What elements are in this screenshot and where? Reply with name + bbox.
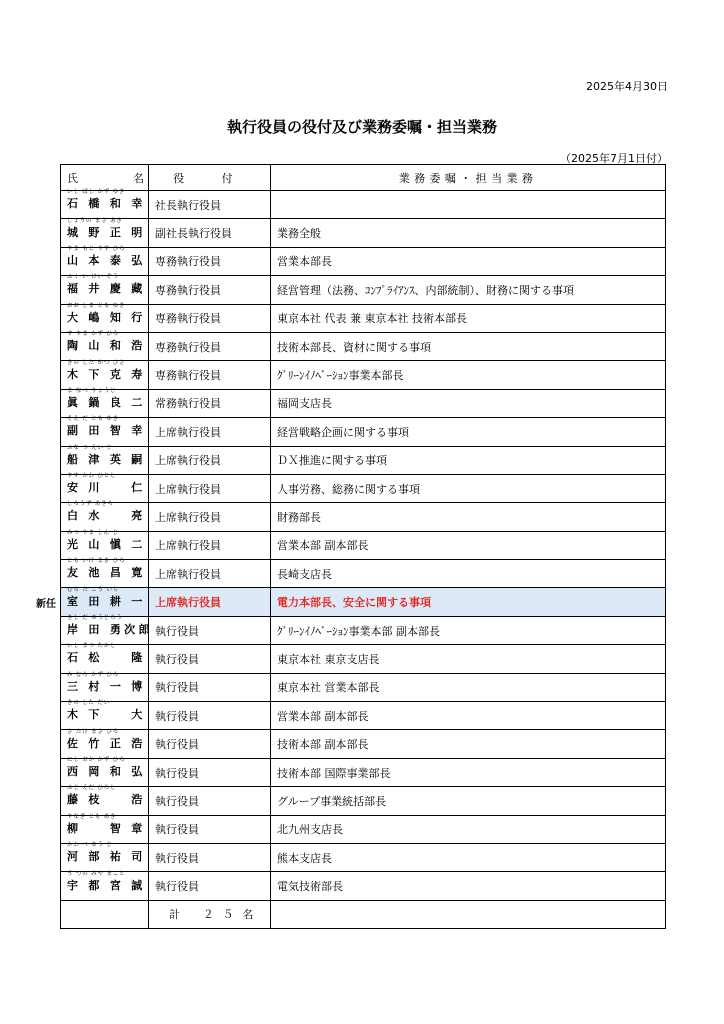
furigana: やなぎ とも あき (67, 813, 117, 820)
total-row (61, 900, 666, 928)
officer-duty: 長崎支店長 (271, 560, 666, 588)
officer-duty: 経営戦略企画に関する事項 (271, 418, 666, 446)
name-with-furigana (67, 643, 146, 665)
name-with-furigana (67, 189, 146, 211)
total-empty-cell (271, 900, 666, 928)
officer-name: 藤 枝 浩 (67, 793, 146, 807)
table-row (61, 560, 666, 588)
officer-duty: 経営管理（法務、ｺﾝﾌﾟﾗｲｱﾝｽ、内部統制）、財務に関する事項 (271, 276, 666, 304)
name-with-furigana (67, 444, 146, 467)
total-cell (149, 900, 271, 928)
officer-name: 石 橋 和 幸 (67, 197, 146, 211)
officer-name-cell (61, 872, 149, 900)
furigana: す やま かず ひろ (67, 331, 119, 338)
name-with-furigana (67, 586, 146, 609)
officer-name: 大 嶋 知 行 (67, 310, 146, 324)
table-row (61, 389, 666, 417)
table-row (61, 446, 666, 474)
table-row (61, 304, 666, 332)
officer-name-cell (61, 219, 149, 247)
officer-name: 岸 田 勇次郎 (67, 623, 153, 637)
officer-duty: 福岡支店長 (271, 389, 666, 417)
name-with-furigana (67, 359, 146, 382)
officer-duty: 東京本社 東京支店長 (271, 645, 666, 673)
new-appointment-tag: 新任 (36, 599, 56, 611)
furigana: う つの みや まこと (67, 870, 126, 877)
name-with-furigana (67, 501, 146, 523)
furigana: しろうず あきら (67, 501, 114, 508)
header-role: 役 付 (149, 165, 271, 191)
officer-role: 執行役員 (149, 730, 271, 758)
officer-name-cell (61, 758, 149, 786)
name-with-furigana (67, 245, 146, 268)
officer-duty (271, 191, 666, 219)
officer-role: 執行役員 (149, 843, 271, 871)
officer-role: 執行役員 (149, 872, 271, 900)
furigana: にし おか かず ひろ (67, 757, 126, 763)
table-row (61, 616, 666, 644)
furigana: いし ばし かず ゆき (67, 189, 126, 196)
officer-role: 上席執行役員 (149, 531, 271, 559)
officer-name: 柳 智 章 (67, 821, 146, 835)
name-with-furigana (67, 813, 146, 836)
officer-name-cell (61, 645, 149, 673)
furigana: み むら かず ひろ (67, 671, 119, 678)
officer-role: 専務執行役員 (149, 332, 271, 360)
name-with-furigana (67, 529, 146, 552)
furigana: さ たけ まさ ひろ (67, 728, 119, 735)
name-with-furigana (67, 558, 146, 580)
officer-name: 石 松 隆 (67, 651, 146, 665)
officer-name-cell (61, 843, 149, 871)
officer-duty: グループ事業統括部長 (271, 787, 666, 815)
officer-role: 執行役員 (149, 616, 271, 644)
officer-name-cell (61, 588, 149, 616)
officer-role: 執行役員 (149, 645, 271, 673)
officer-duty: 財務部長 (271, 503, 666, 531)
table-row (61, 332, 666, 360)
table-header-row (61, 165, 666, 191)
table-row (61, 191, 666, 219)
furigana: きの した かつ ひさ (67, 359, 126, 366)
officer-name: 光 山 愼 二 (67, 537, 146, 551)
officer-duty: 技術本部 副本部長 (271, 730, 666, 758)
officer-role: 専務執行役員 (149, 361, 271, 389)
officer-name: 城 野 正 明 (67, 225, 146, 239)
officer-role: 上席執行役員 (149, 588, 271, 616)
officer-name-cell (61, 389, 149, 417)
officer-table (60, 164, 666, 929)
officer-role: 専務執行役員 (149, 304, 271, 332)
officer-role: 専務執行役員 (149, 247, 271, 275)
officer-name: 木 下 大 (67, 708, 146, 722)
officer-name: 三 村 一 博 (67, 679, 146, 693)
document-title: 執行役員の役付及び業務委嘱・担当業務 (226, 118, 497, 136)
furigana: じょうの まさ あき (67, 217, 123, 224)
officer-name: 木 下 克 寿 (67, 367, 146, 381)
furigana: きし だ ゆうじろう (67, 615, 123, 622)
officer-duty: ＤＸ推進に関する事項 (271, 446, 666, 474)
officer-role: 上席執行役員 (149, 474, 271, 502)
name-with-furigana (67, 785, 146, 807)
name-with-furigana (67, 387, 146, 410)
officer-duty: 業務全般 (271, 219, 666, 247)
furigana: むろ た こう いち (67, 586, 119, 593)
officer-duty: 電力本部長、安全に関する事項 (271, 588, 666, 616)
officer-duty: ｸﾞﾘｰﾝｲﾉﾍﾞｰｼｮﾝ事業本部長 (271, 361, 666, 389)
name-with-furigana (67, 842, 146, 864)
furigana: ふく い けい ぞう (67, 274, 119, 281)
officer-duty: ｸﾞﾘｰﾝｲﾉﾍﾞｰｼｮﾝ事業本部 副本部長 (271, 616, 666, 644)
officer-role: 上席執行役員 (149, 418, 271, 446)
officer-role: 上席執行役員 (149, 446, 271, 474)
table-row (61, 645, 666, 673)
table-row (61, 588, 666, 616)
name-with-furigana (67, 615, 153, 637)
officer-name-cell (61, 531, 149, 559)
officer-role: 副社長執行役員 (149, 219, 271, 247)
officer-name: 副 田 智 幸 (67, 424, 146, 438)
table-row (61, 276, 666, 304)
officer-role: 執行役員 (149, 815, 271, 843)
officer-name-cell (61, 702, 149, 730)
officer-name: 安 川 仁 (67, 481, 146, 495)
officer-name: 福 井 慶 藏 (67, 282, 146, 296)
officer-name: 白 水 亮 (67, 509, 146, 523)
officer-duty: 営業本部 副本部長 (271, 702, 666, 730)
officer-role: 執行役員 (149, 702, 271, 730)
total-count: ２５名 (202, 908, 263, 922)
officer-name-cell (61, 276, 149, 304)
officer-name: 宇 都 宮 誠 (67, 878, 146, 892)
officer-name-cell (61, 304, 149, 332)
officer-duty: 東京本社 代表 兼 東京本社 技術本部長 (271, 304, 666, 332)
officer-duty: 営業本部 副本部長 (271, 531, 666, 559)
table-row (61, 418, 666, 446)
officer-role: 専務執行役員 (149, 276, 271, 304)
table-row (61, 872, 666, 900)
name-with-furigana (67, 302, 146, 325)
furigana: ふじ えだ ひろし (67, 785, 117, 792)
officer-name-cell (61, 673, 149, 701)
name-with-furigana (67, 757, 146, 779)
table-row (61, 673, 666, 701)
table-row (61, 503, 666, 531)
officer-name-cell (61, 730, 149, 758)
furigana: そえ だ とも ゆき (67, 416, 119, 423)
officer-name: 船 津 英 嗣 (67, 452, 146, 466)
officer-name: 佐 竹 正 浩 (67, 736, 146, 750)
name-with-furigana (67, 728, 146, 751)
officer-name-cell (61, 474, 149, 502)
officer-name-cell (61, 332, 149, 360)
officer-name: 室 田 耕 一 (67, 594, 146, 608)
furigana: やす かわ ひとし (67, 473, 117, 480)
officer-name-cell (61, 446, 149, 474)
effective-date: （2025年7月1日付） (560, 152, 668, 165)
furigana: とも いけ まさ ひろ (67, 558, 126, 565)
name-with-furigana (67, 416, 146, 438)
officer-name-cell (61, 361, 149, 389)
officer-name-cell (61, 503, 149, 531)
document-date: 2025年4月30日 (586, 80, 668, 93)
name-with-furigana (67, 473, 146, 495)
table-row (61, 787, 666, 815)
name-with-furigana (67, 671, 146, 694)
table-row (61, 247, 666, 275)
officer-duty: 技術本部 国際事業部長 (271, 758, 666, 786)
officer-role: 執行役員 (149, 758, 271, 786)
table-row (61, 474, 666, 502)
officer-role: 上席執行役員 (149, 560, 271, 588)
officer-name: 山 本 泰 弘 (67, 253, 146, 267)
officer-name-cell (61, 560, 149, 588)
officer-name-cell (61, 615, 153, 644)
officer-role: 執行役員 (149, 673, 271, 701)
officer-duty: 熊本支店長 (271, 843, 666, 871)
officer-name-cell (61, 787, 149, 815)
officer-name: 友 池 昌 寛 (67, 566, 146, 580)
table-row (61, 361, 666, 389)
officer-name-cell (61, 191, 149, 219)
total-label: 計 (169, 908, 189, 922)
table-row (61, 730, 666, 758)
table-row (61, 758, 666, 786)
table-row (61, 219, 666, 247)
officer-duty: 人事労務、総務に関する事項 (271, 474, 666, 502)
officer-table-body (61, 165, 666, 929)
officer-name-cell (61, 247, 149, 275)
furigana: やま もと やす ひろ (67, 245, 126, 252)
furigana: ふな つ えい じ (67, 444, 113, 451)
officer-name-cell (61, 815, 149, 843)
officer-name: 河 部 祐 司 (67, 850, 146, 864)
officer-name: 眞 鍋 良 二 (67, 395, 146, 409)
name-with-furigana (67, 274, 146, 296)
table-row (61, 843, 666, 871)
officer-duty: 技術本部長、資材に関する事項 (271, 332, 666, 360)
officer-duty: 北九州支店長 (271, 815, 666, 843)
officer-role: 上席執行役員 (149, 503, 271, 531)
header-duty: 業務委嘱・担当業務 (271, 165, 666, 191)
furigana: ま なべ りょうじ (67, 387, 117, 394)
name-with-furigana (67, 870, 146, 893)
officer-duty: 東京本社 営業本部長 (271, 673, 666, 701)
name-with-furigana (67, 331, 146, 353)
name-with-furigana (67, 700, 146, 722)
officer-name-cell (61, 418, 149, 446)
officer-name: 陶 山 和 浩 (67, 339, 146, 353)
furigana: いし まつ たかし (67, 643, 117, 650)
table-row (61, 815, 666, 843)
furigana: きの した だい (67, 700, 111, 707)
officer-name: 西 岡 和 弘 (67, 765, 146, 778)
total-empty-cell (61, 900, 149, 928)
officer-role: 常務執行役員 (149, 389, 271, 417)
officer-duty: 電気技術部長 (271, 872, 666, 900)
furigana: おお しま とも ゆき (67, 302, 126, 309)
header-name: 氏 名 (61, 165, 149, 191)
furigana: かわ べ ゆう じ (67, 842, 113, 849)
officer-duty: 営業本部長 (271, 247, 666, 275)
officer-role: 社長執行役員 (149, 191, 271, 219)
furigana: みつ やま しん じ (67, 529, 119, 536)
name-with-furigana (67, 217, 146, 240)
officer-role: 執行役員 (149, 787, 271, 815)
table-row (61, 531, 666, 559)
table-row (61, 702, 666, 730)
